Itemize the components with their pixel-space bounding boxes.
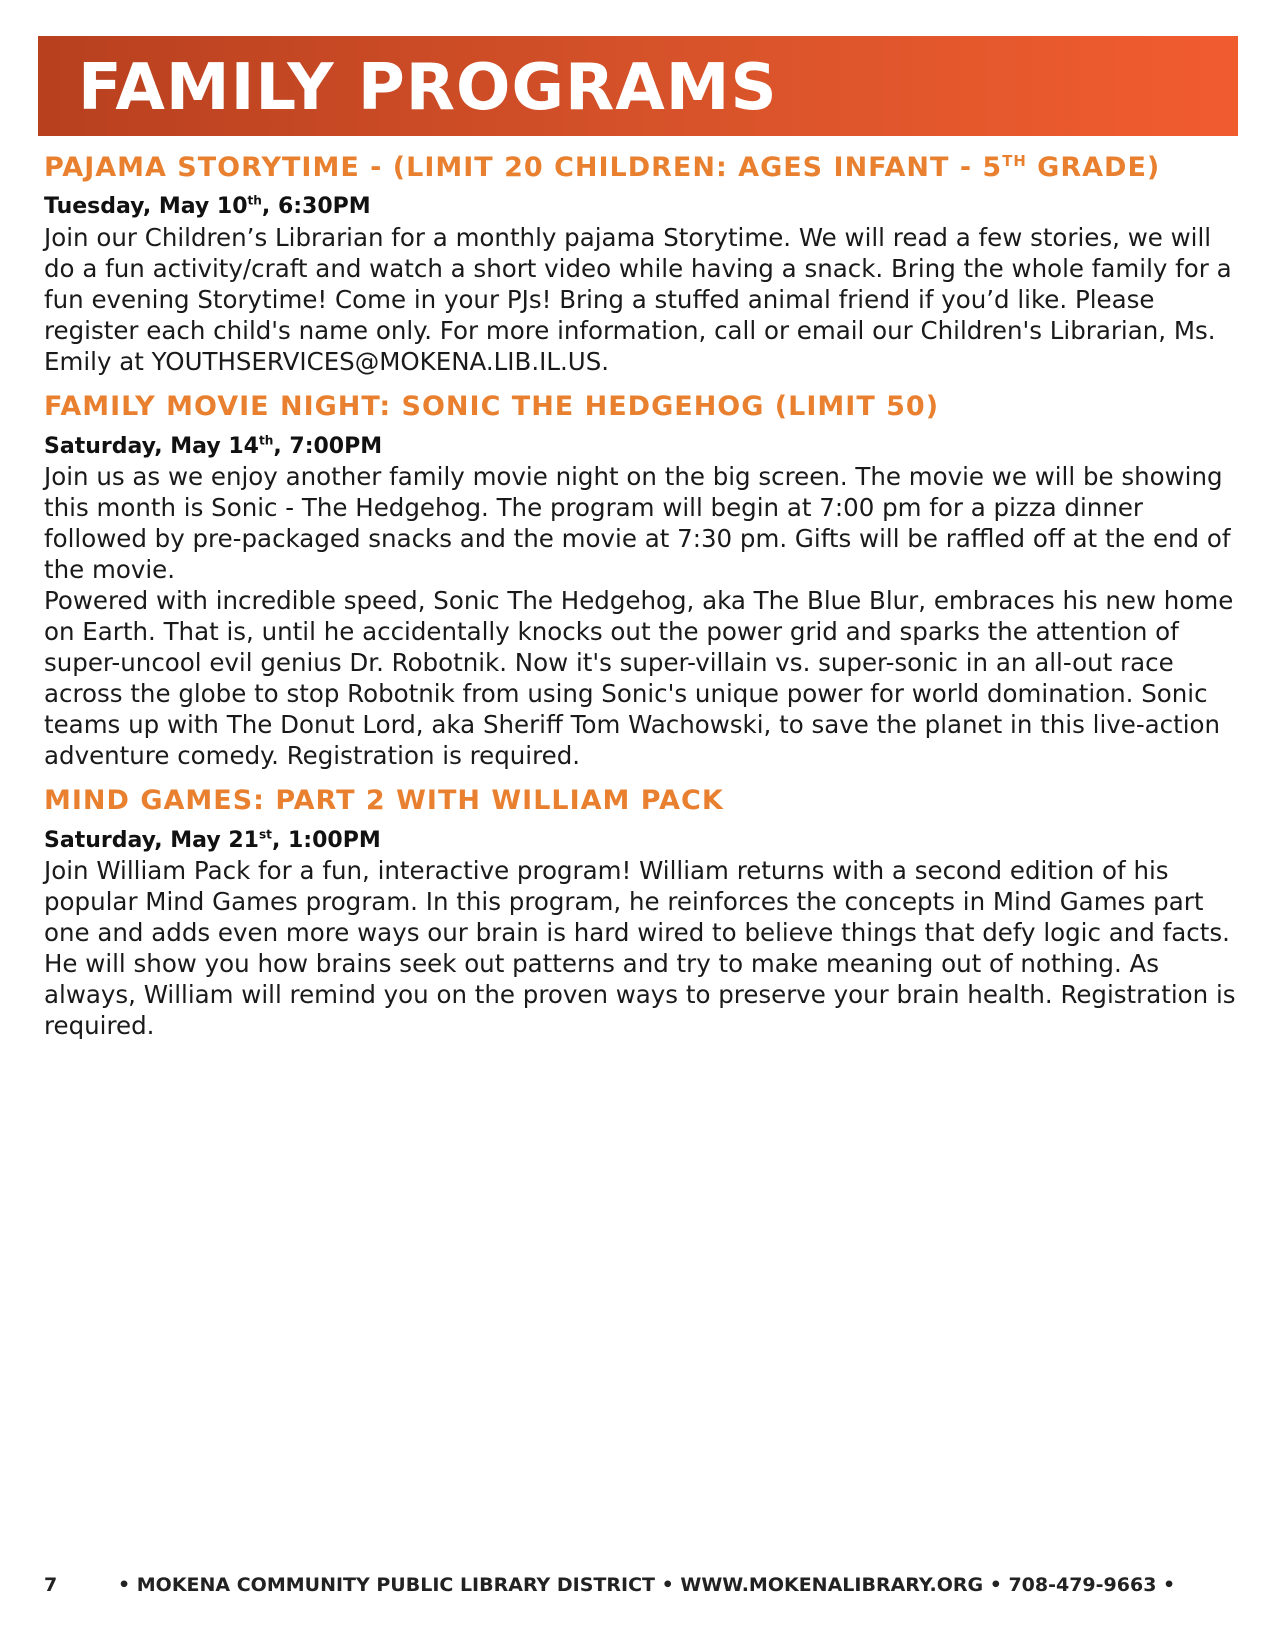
program-description: Join us as we enjoy another family movie night on the big screen. The movie we will be showing this month is Sonic - The Hedgehog. The program will begin at 7:00 pm for a pizza dinner followed by pre-packaged snacks and the movie at 7:30 pm. Gifts will be raffled off at the end of the movie. bbox=[44, 462, 1231, 585]
program-datetime: Saturday, May 14th, 7:00PM bbox=[44, 433, 383, 459]
program-title: MIND GAMES: PART 2 WITH WILLIAM PACK bbox=[44, 785, 724, 817]
page-number: 7 bbox=[44, 1574, 58, 1596]
program-datetime: Saturday, May 21st, 1:00PM bbox=[44, 827, 381, 853]
program-description: Join William Pack for a fun, interactive program! William returns with a second edition of his popular Mind Games program. In this program, he reinforces the concepts in Mind Games part one and adds even more ways our brain is hard wired to believe things that defy logic and facts. He will show you how brains seek out patterns and try to make meaning out of nothing. As always, William will remind you on the proven ways to preserve your brain health. Registration is required. bbox=[44, 856, 1236, 1041]
program-title: FAMILY MOVIE NIGHT: SONIC THE HEDGEHOG (LIMIT 50) bbox=[44, 391, 940, 423]
page-banner bbox=[38, 36, 1238, 136]
program-title: PAJAMA STORYTIME - (LIMIT 20 CHILDREN: AGES INFANT - 5TH GRADE) bbox=[44, 152, 1161, 183]
program-description: Powered with incredible speed, Sonic The Hedgehog, aka The Blue Blur, embraces his new home on Earth. That is, until he accidentally knocks out the power grid and sparks the attention of super-uncool evil genius Dr. Robotnik. Now it's super-villain vs. super-sonic in an all-out race across the globe to stop Robotnik from using Sonic's unique power for world domination. Sonic teams up with The Donut Lord, aka Sheriff Tom Wachowski, to save the planet in this live-action adventure comedy. Registration is required. bbox=[44, 586, 1234, 771]
programs-list bbox=[44, 150, 1239, 1053]
program-datetime: Tuesday, May 10th, 6:30PM bbox=[44, 194, 371, 220]
page-footer bbox=[44, 1574, 1239, 1596]
program-mind-games bbox=[44, 783, 1239, 1041]
page-title: FAMILY PROGRAMS bbox=[78, 51, 778, 125]
footer-contact: • MOKENA COMMUNITY PUBLIC LIBRARY DISTRICT • WWW.MOKENALIBRARY.ORG • 708-479-9663 • bbox=[118, 1574, 1176, 1596]
program-family-movie-night bbox=[44, 389, 1239, 771]
program-description: Join our Children’s Librarian for a monthly pajama Storytime. We will read a few stories, we will do a fun activity/craft and watch a short video while having a snack. Bring the whole family for a fun evening Storytime! Come in your PJs! Bring a stuffed animal friend if you’d like. Please register each child's name only. For more information, call or email our Children's Librarian, Ms. Emily at YOUTHSERVICES@MOKENA.LIB.IL.US. bbox=[44, 223, 1232, 377]
program-pajama-storytime bbox=[44, 150, 1239, 377]
